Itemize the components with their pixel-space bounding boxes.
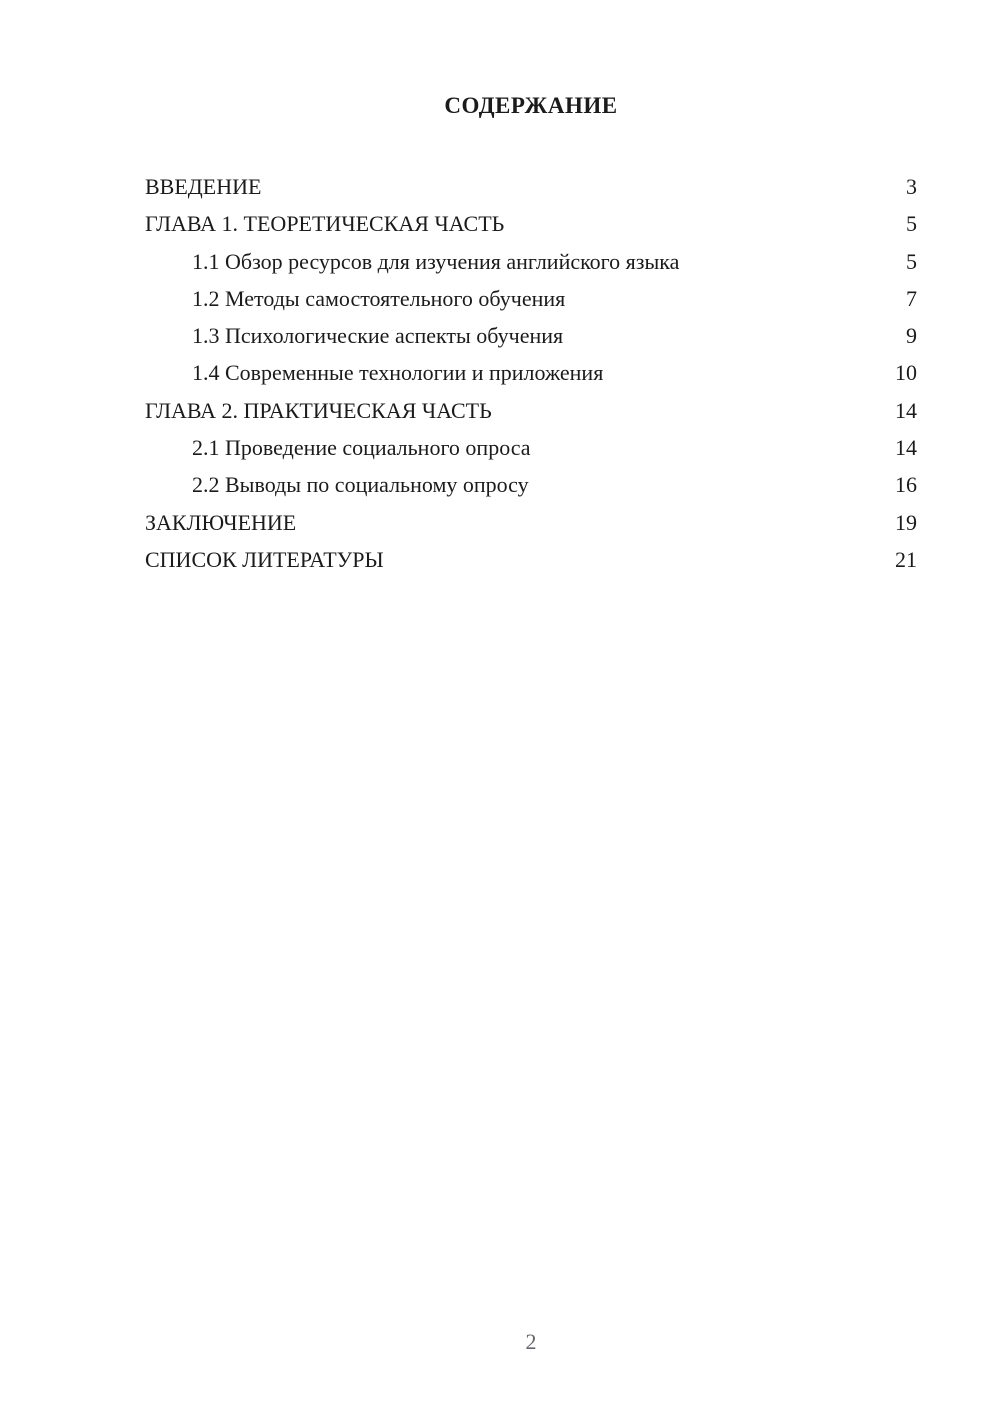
toc-entry-label: 2.1 Проведение социального опроса: [192, 435, 531, 461]
toc-entry-page: 14: [895, 397, 917, 423]
toc-entry-page: 5: [906, 248, 917, 274]
toc-entry-label: 1.4 Современные технологии и приложения: [192, 360, 604, 386]
toc-entry-label: 1.3 Психологические аспекты обучения: [192, 323, 564, 349]
toc-entry-page: 14: [895, 435, 917, 461]
toc-entry-label: СПИСОК ЛИТЕРАТУРЫ: [145, 546, 384, 572]
toc-entry-page: 7: [906, 285, 917, 311]
toc-entry-label: ГЛАВА 1. ТЕОРЕТИЧЕСКАЯ ЧАСТЬ: [145, 211, 505, 237]
toc-entry-label: 1.1 Обзор ресурсов для изучения английского языка: [192, 248, 680, 274]
toc-entry-label: 1.2 Методы самостоятельного обучения: [192, 285, 566, 311]
page-title: СОДЕРЖАНИЕ: [444, 93, 618, 118]
toc-entry-page: 21: [895, 546, 917, 572]
toc-entry-label: 2.2 Выводы по социальному опросу: [192, 472, 529, 498]
toc-entry: [145, 504, 917, 541]
toc-entry-label: ЗАКЛЮЧЕНИЕ: [145, 509, 297, 535]
toc-entry: [145, 243, 917, 280]
toc-entry: [145, 466, 917, 503]
toc-entry: [145, 354, 917, 391]
toc-entry: [145, 168, 917, 205]
toc-list: [145, 168, 917, 578]
toc-entry-label: ВВЕДЕНИЕ: [145, 174, 262, 199]
toc-entry: [145, 280, 917, 317]
toc-entry-page: 10: [895, 360, 917, 386]
toc-entry: [145, 392, 917, 429]
footer-page-number: 2: [525, 1329, 537, 1354]
toc-entry-label: ГЛАВА 2. ПРАКТИЧЕСКАЯ ЧАСТЬ: [145, 397, 492, 423]
toc-entry: [145, 541, 917, 578]
toc-entry: [145, 429, 917, 466]
toc-entry-page: 9: [906, 323, 917, 349]
toc-entry-page: 16: [895, 472, 917, 498]
toc-entry: [145, 205, 917, 242]
toc-entry-page: 5: [906, 211, 917, 237]
toc-entry-page: 3: [906, 174, 917, 199]
toc-entry-page: 19: [895, 509, 917, 535]
toc-entry: [145, 317, 917, 354]
